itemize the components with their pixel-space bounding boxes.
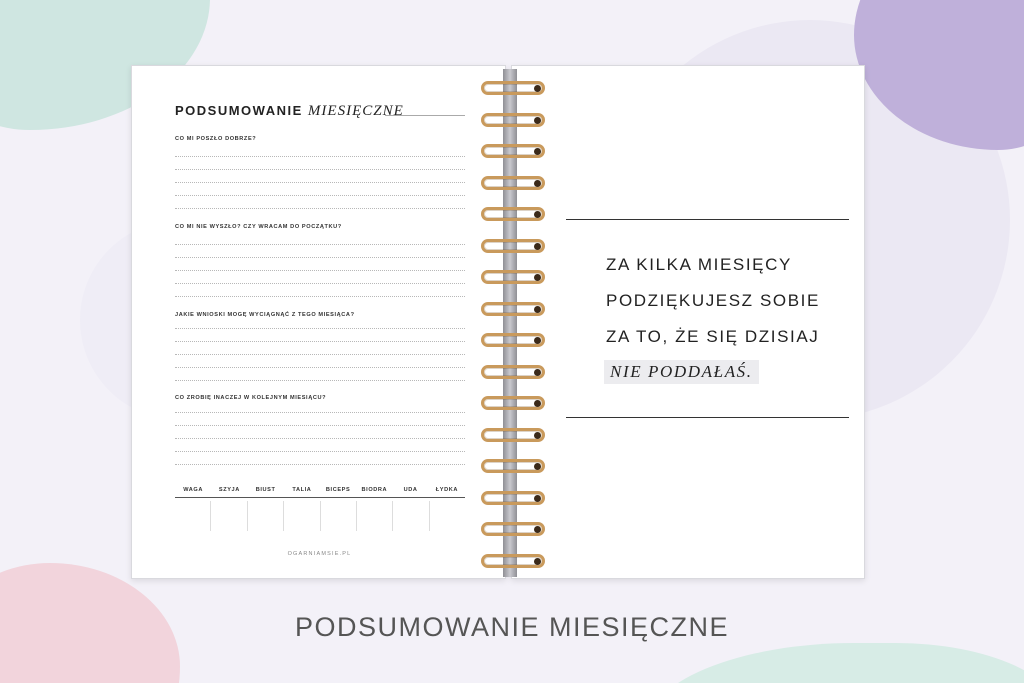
punch-hole <box>534 306 541 313</box>
planner-notebook <box>131 65 865 579</box>
writing-line <box>175 451 465 452</box>
measure-cell <box>175 501 210 531</box>
writing-line <box>175 296 465 297</box>
measure-uda: UDA <box>403 487 418 493</box>
writing-line <box>175 283 465 284</box>
question-4: CO ZROBIĘ INACZEJ W KOLEJNYM MIESIĄCU? <box>175 395 327 401</box>
measurement-cells <box>175 501 465 531</box>
writing-line <box>175 354 465 355</box>
question-2: CO MI NIE WYSZŁO? CZY WRACAM DO POCZĄTKU? <box>175 224 342 230</box>
writing-line <box>175 438 465 439</box>
writing-line <box>175 169 465 170</box>
punch-hole <box>534 526 541 533</box>
writing-line <box>175 380 465 381</box>
punch-hole <box>534 432 541 439</box>
writing-line <box>175 425 465 426</box>
quote-line-2: PODZIĘKUJESZ SOBIE <box>606 291 820 310</box>
right-page <box>511 65 865 579</box>
punch-hole <box>534 400 541 407</box>
punch-hole <box>534 274 541 281</box>
writing-line <box>175 257 465 258</box>
writing-line <box>175 367 465 368</box>
punch-hole <box>534 117 541 124</box>
footer-url: OGARNIAMSIE.PL <box>287 551 352 557</box>
measure-biceps: BICEPS <box>325 487 351 493</box>
measure-cell <box>320 501 356 531</box>
punch-hole <box>534 369 541 376</box>
measure-lydka: ŁYDKA <box>435 487 459 493</box>
measure-cell <box>247 501 283 531</box>
writing-line <box>175 195 465 196</box>
punch-hole <box>534 337 541 344</box>
left-page <box>131 65 506 579</box>
punch-hole <box>534 148 541 155</box>
punch-hole <box>534 85 541 92</box>
punch-hole <box>534 211 541 218</box>
writing-line <box>175 270 465 271</box>
mint-blob <box>644 643 1024 683</box>
writing-line <box>175 328 465 329</box>
measure-biodra: BIODRA <box>361 487 388 493</box>
question-3: JAKIE WNIOSKI MOGĘ WYCIĄGNĄĆ Z TEGO MIESIĄCA? <box>175 312 355 318</box>
measurement-header <box>175 487 465 498</box>
punch-hole <box>534 243 541 250</box>
punch-hole <box>534 495 541 502</box>
writing-line <box>175 464 465 465</box>
punch-hole <box>534 558 541 565</box>
writing-line <box>175 156 465 157</box>
question-1: CO MI POSZŁO DOBRZE? <box>175 136 257 142</box>
writing-line <box>175 244 465 245</box>
quote-bottom-rule <box>566 417 849 418</box>
punch-hole <box>534 463 541 470</box>
page-title <box>175 103 404 120</box>
measure-cell <box>283 501 319 531</box>
writing-line <box>175 412 465 413</box>
title-rule <box>385 115 465 116</box>
title-italic: MIESIĘCZNE <box>307 103 404 119</box>
measure-biust: BIUST <box>255 487 276 493</box>
measure-cell <box>210 501 246 531</box>
quote-line-1: ZA KILKA MIESIĘCY <box>606 255 792 274</box>
writing-line <box>175 208 465 209</box>
caption: PODSUMOWANIE MIESIĘCZNE <box>294 612 730 642</box>
measure-szyja: SZYJA <box>218 487 240 493</box>
writing-line <box>175 182 465 183</box>
quote-line-3: ZA TO, ŻE SIĘ DZISIAJ <box>606 327 820 346</box>
measure-cell <box>392 501 428 531</box>
measure-cell <box>429 501 465 531</box>
title-plain: PODSUMOWANIE <box>175 103 303 118</box>
writing-line <box>175 341 465 342</box>
measure-waga: WAGA <box>183 487 204 493</box>
measure-talia: TALIA <box>292 487 312 493</box>
quote-top-rule <box>566 219 849 220</box>
punch-hole <box>534 180 541 187</box>
quote-emphasis: NIE PODDAŁAŚ. <box>604 360 759 384</box>
measure-cell <box>356 501 392 531</box>
